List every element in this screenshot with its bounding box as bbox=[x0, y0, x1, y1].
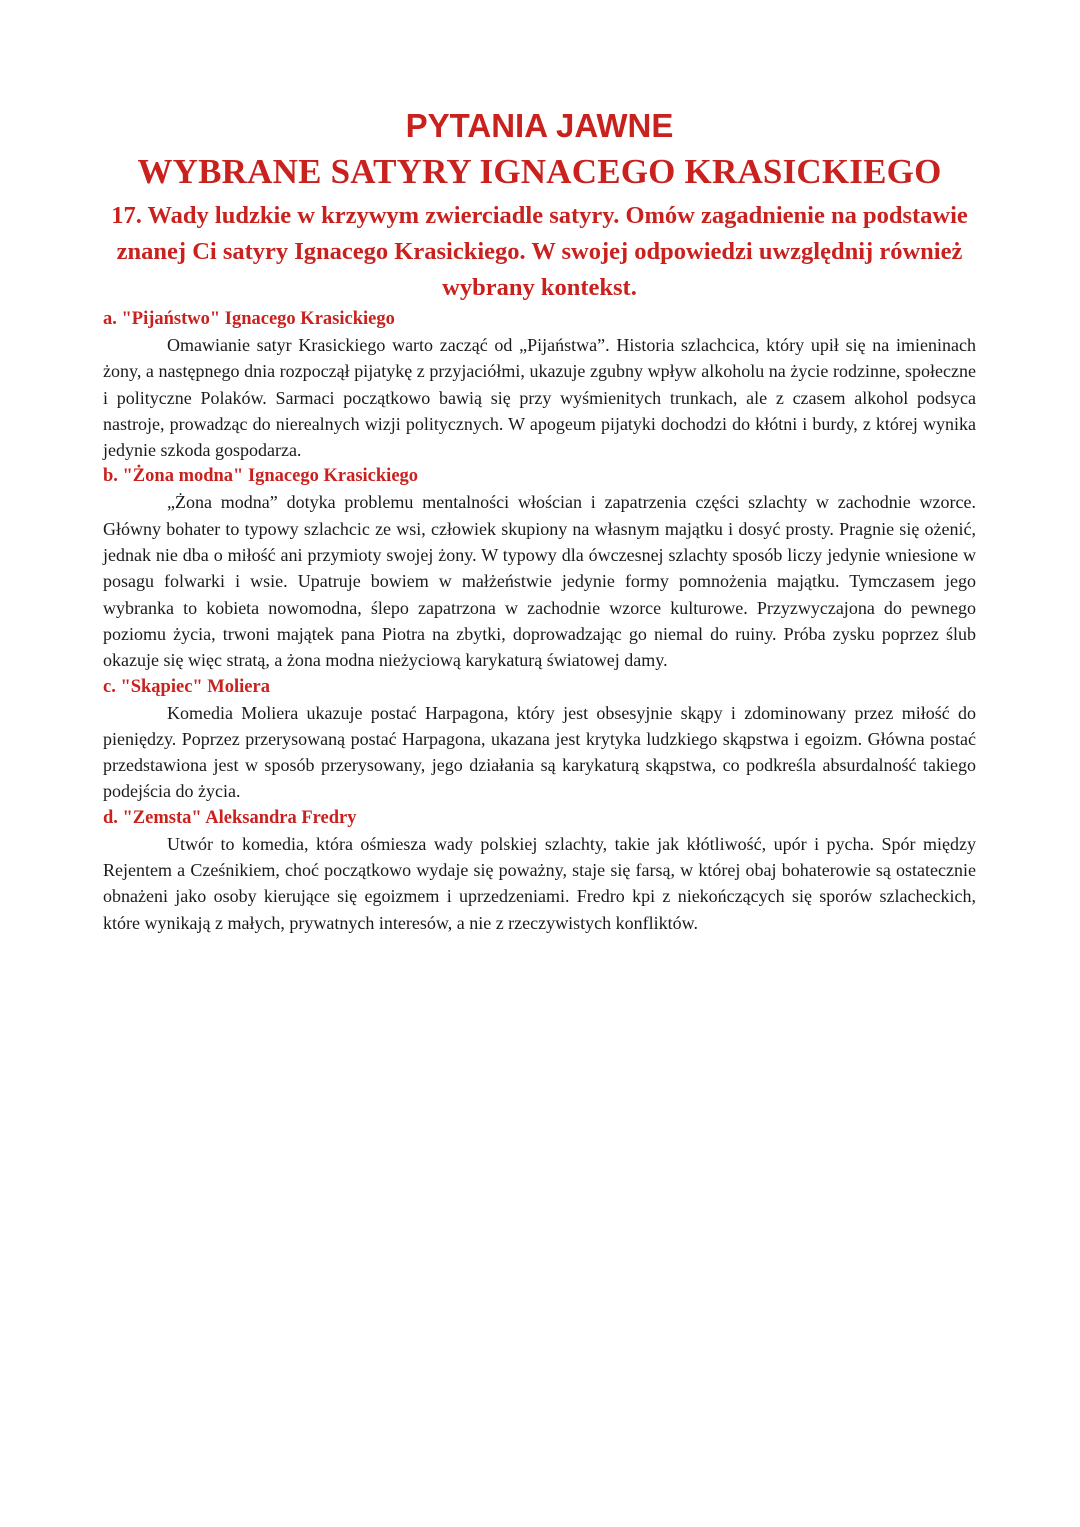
section-pijanstwo bbox=[103, 306, 976, 463]
document-subtitle: WYBRANE SATYRY IGNACEGO KRASICKIEGO bbox=[137, 152, 942, 191]
section-heading: b. "Żona modna" Ignacego Krasickiego bbox=[103, 466, 419, 487]
document-page bbox=[103, 104, 976, 936]
section-zemsta bbox=[103, 805, 976, 936]
section-body: Komedia Moliera ukazuje postać Harpagona, który jest obsesyjnie skąpy i zdominowany przez miłość do pieniędzy. Poprzez przerysowaną postać Harpagona, ukazana jest krytyka ludzkiego skąpstwa i egoizm. Główna postać przedstawiona jest w sposób przerysowany, jego działania są karykaturą skąpstwa, co podkreśla absurdalność takiego podejścia do życia. bbox=[103, 702, 976, 802]
section-heading: d. "Zemsta" Aleksandra Fredry bbox=[103, 807, 357, 828]
section-heading: a. "Pijaństwo" Ignacego Krasickiego bbox=[103, 309, 395, 329]
section-body: Omawianie satyr Krasickiego warto zacząć od „Pijaństwa”. Historia szlachcica, który upił się na imieninach żony, a następnego dnia rozpoczął pijatykę z przyjaciółmi, ukazuje zgubny wpływ alkoholu na życie rodzinne, społeczne i polityczne Polaków. Sarmaci początkowo bawią się przy wyśmienitych trunkach, ale z czasem alkohol podsyca nastroje, prowadząc do nierealnych wizji politycznych. W apogeum pijatyki dochodzi do kłótni i burdy, z której wynika jedynie szkoda gospodarza. bbox=[103, 335, 976, 461]
section-skapiec bbox=[103, 674, 976, 805]
section-zona-modna bbox=[103, 463, 976, 673]
document-title: PYTANIA JAWNE bbox=[405, 107, 674, 144]
section-body: „Żona modna” dotyka problemu mentalności włościan i zapatrzenia części szlachty w zachodnie wzorce. Główny bohater to typowy szlachcic ze wsi, człowiek skupiony na własnym majątku i dosyć prosty. Pragnie się ożenić, jednak nie dba o miłość ani przymioty swojej żony. W typowy dla ówczesnej szlachty sposób liczy jedynie wniesione w posagu folwarki i wsie. Upatruje bowiem w małżeństwie jedynie formy pomnożenia majątku. Tymczasem jego wybranka to kobieta nowomodna, ślepo zapatrzona w zachodnie wzorce kulturowe. Przyzwyczajona do pewnego poziomu życia, trwoni majątek pana Piotra na zbytki, doprowadzając go niemal do ruiny. Próba zysku poprzez ślub okazuje się więc stratą, a żona modna nieżyciową karykaturą światowej damy. bbox=[103, 492, 976, 671]
section-heading: c. "Skąpiec" Moliera bbox=[103, 676, 270, 697]
exam-question: 17. Wady ludzkie w krzywym zwierciadle satyry. Omów zagadnienie na podstawie znanej Ci satyry Ignacego Krasickiego. W swojej odpowiedzi uwzględnij również wybrany kontekst. bbox=[111, 202, 968, 301]
section-body: Utwór to komedia, która ośmiesza wady polskiej szlachty, takie jak kłótliwość, upór i pycha. Spór między Rejentem a Cześnikiem, choć początkowo wydaje się poważny, staje się farsą, w której obaj bohaterowie są ostatecznie obnażeni jako osoby kierujące się egoizmem i uprzedzeniami. Fredro kpi z niekończących się sporów szlacheckich, które wynikają z małych, prywatnych interesów, a nie z rzeczywistych konfliktów. bbox=[103, 833, 976, 933]
